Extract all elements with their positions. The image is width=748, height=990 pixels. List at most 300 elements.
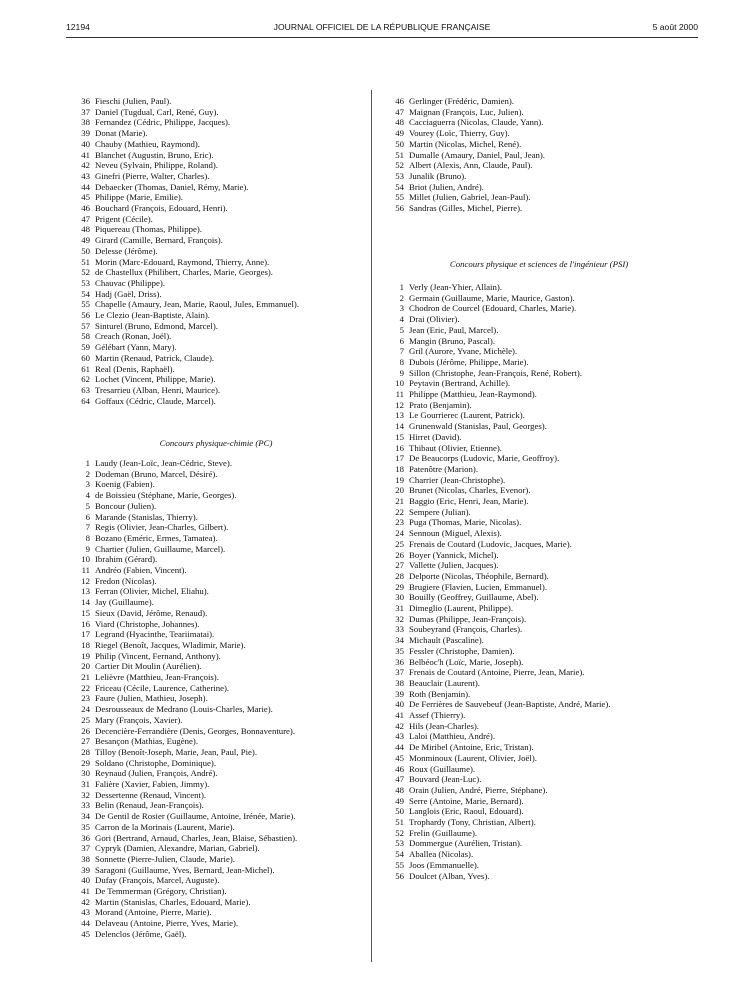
- list-item: [380, 96, 514, 106]
- candidate-name: De Miribel (Antoine, Eric, Tristan).: [409, 742, 534, 753]
- candidate-name: Frenais de Coutard (Antoine, Pierre, Jean, Marie).: [409, 667, 585, 678]
- rank-number: 36: [81, 96, 90, 106]
- rank-number: 10: [395, 378, 404, 389]
- list-item: [66, 533, 218, 543]
- candidate-name: Faure (Julien, Mathieu, Joseph).: [95, 693, 208, 704]
- list-item: [380, 117, 543, 127]
- list-item: [380, 849, 473, 859]
- list-item: [66, 640, 246, 650]
- list-item: [66, 469, 217, 479]
- rank-number: 24: [395, 528, 404, 539]
- list-item: [380, 742, 534, 752]
- rank-number: 2: [399, 292, 404, 303]
- candidate-name: Fieschi (Julien, Paul).: [95, 96, 172, 106]
- list-item: [66, 246, 158, 256]
- section-title-psi: Concours physique et sciences de l'ingénieur (PSI): [449, 259, 629, 269]
- rank-number: 20: [81, 661, 90, 672]
- list-item: [380, 139, 521, 149]
- rank-number: 38: [395, 677, 404, 688]
- candidate-name: Aballea (Nicolas).: [409, 849, 474, 860]
- list-item: [66, 608, 207, 618]
- list-item: [380, 517, 521, 527]
- rank-number: 36: [395, 656, 404, 667]
- rank-number: 6: [85, 511, 90, 522]
- rank-number: 27: [395, 560, 404, 571]
- candidate-name: Bouvard (Jean-Luc).: [409, 774, 482, 785]
- rank-number: 10: [81, 554, 90, 565]
- list-item: [66, 875, 219, 885]
- candidate-name: Hirret (David).: [409, 431, 462, 442]
- list-item: [380, 432, 461, 442]
- list-item: [66, 929, 186, 939]
- rank-number: 42: [81, 160, 90, 171]
- list-item: [66, 651, 221, 661]
- page-number: 12194: [66, 22, 90, 32]
- list-item: [380, 443, 502, 453]
- list-item: [66, 501, 156, 511]
- list-item: [66, 396, 216, 406]
- page-header: [66, 22, 698, 36]
- candidate-name: Albert (Alexis, Ann, Claude, Paul).: [409, 160, 533, 171]
- list-item: [66, 171, 209, 181]
- list-item: [66, 203, 228, 213]
- rank-number: 45: [81, 192, 90, 203]
- candidate-name: Philippe (Marie, Emilie).: [95, 192, 183, 203]
- candidate-name: Regis (Olivier, Jean-Charles, Gilbert).: [95, 522, 229, 533]
- list-item: [380, 667, 584, 677]
- list-item: [66, 586, 209, 596]
- candidate-name: Prigent (Cécile).: [95, 213, 153, 224]
- candidate-name: Goffaux (Cédric, Claude, Marcel).: [95, 395, 216, 406]
- list-item: [380, 624, 522, 634]
- candidate-name: Frenais de Coutard (Ludovic, Jacques, Marie).: [409, 538, 572, 549]
- candidate-name: Decencière-Ferrandière (Denis, Georges, Bonnaventure).: [95, 725, 296, 736]
- list-item: [380, 860, 479, 870]
- candidate-name: Gori (Bertrand, Arnaud, Charles, Jean, Blaise, Sébastien).: [95, 832, 298, 843]
- column-divider: [371, 90, 372, 962]
- list-item: [66, 790, 206, 800]
- candidate-name: Grunenwald (Stanislas, Paul, Georges).: [409, 421, 547, 432]
- rank-number: 56: [395, 870, 404, 881]
- list-item: [380, 721, 479, 731]
- list-item: [66, 128, 147, 138]
- list-item: [66, 353, 214, 363]
- list-item: [66, 331, 171, 341]
- rank-number: 15: [81, 607, 90, 618]
- list-item: [380, 192, 531, 202]
- rank-number: 35: [395, 645, 404, 656]
- candidate-name: Viard (Christophe, Johannes).: [95, 618, 200, 629]
- rank-number: 5: [85, 500, 90, 511]
- candidate-name: Cacciaguerra (Nicolas, Claude, Yann).: [409, 117, 544, 128]
- candidate-name: Bouilly (Geoffrey, Guillaume, Abel).: [409, 592, 539, 603]
- rank-number: 22: [395, 506, 404, 517]
- rank-number: 51: [395, 817, 404, 827]
- rank-number: 15: [395, 431, 404, 442]
- candidate-name: Real (Denis, Raphaël).: [95, 363, 175, 374]
- list-item: [380, 828, 477, 838]
- candidate-name: Chapelle (Amaury, Jean, Marie, Raoul, Jules, Emmanuel).: [95, 299, 300, 310]
- list-item: [380, 410, 525, 420]
- candidate-name: Soldano (Christophe, Dominique).: [95, 757, 217, 768]
- rank-number: 55: [81, 299, 90, 310]
- rank-number: 22: [81, 682, 90, 693]
- candidate-name: Lochet (Vincent, Philippe, Marie).: [95, 374, 216, 385]
- list-item: [380, 314, 460, 324]
- rank-number: 34: [395, 635, 404, 646]
- candidate-name: Martin (Nicolas, Michel, René).: [409, 138, 522, 149]
- candidate-name: Germain (Guillaume, Marie, Maurice, Gaston).: [409, 292, 575, 303]
- rank-number: 19: [395, 474, 404, 485]
- rank-number: 41: [395, 710, 404, 720]
- rank-number: 1: [399, 282, 404, 292]
- candidate-name: Bouchard (François, Edouard, Henri).: [95, 203, 228, 213]
- rank-number: 32: [81, 789, 90, 800]
- list-item: [66, 554, 157, 564]
- candidate-name: Fessler (Christophe, Damien).: [409, 645, 515, 656]
- candidate-name: Prato (Benjamin).: [409, 399, 472, 410]
- list-item: [380, 368, 582, 378]
- list-item: [380, 657, 523, 667]
- rank-number: 3: [85, 479, 90, 490]
- list-item: [380, 496, 529, 506]
- list-item: [66, 289, 162, 299]
- rank-number: 55: [395, 192, 404, 203]
- list-item: [66, 629, 214, 639]
- candidate-name: Gélébart (Yann, Mary).: [95, 342, 177, 353]
- rank-number: 8: [85, 532, 90, 543]
- candidate-name: Boncour (Julien).: [95, 500, 157, 511]
- candidate-name: Creach (Ronan, Joël).: [95, 331, 172, 342]
- list-item: [380, 560, 498, 570]
- list-item: [380, 182, 484, 192]
- candidate-name: Morin (Marc-Edouard, Raymond, Thierry, Anne).: [95, 256, 270, 267]
- list-item: [66, 522, 228, 532]
- candidate-name: Chartier (Julien, Guillaume, Marcel).: [95, 543, 226, 554]
- candidate-name: Dodeman (Bruno, Marcel, Désiré).: [95, 468, 218, 479]
- candidate-name: Dommergue (Aurélien, Tristan).: [409, 838, 523, 849]
- rank-number: 2: [85, 468, 90, 479]
- list-item: [66, 736, 198, 746]
- candidate-name: Morand (Antoine, Pierre, Marie).: [95, 907, 212, 918]
- rank-number: 63: [81, 384, 90, 395]
- rank-number: 47: [395, 106, 404, 117]
- rank-number: 9: [399, 367, 404, 378]
- rank-number: 41: [81, 886, 90, 896]
- rank-number: 26: [395, 549, 404, 560]
- candidate-name: Serre (Antoine, Marie, Bernard).: [409, 795, 524, 806]
- candidate-name: Belin (Renaud, Jean-François).: [95, 800, 204, 811]
- rank-number: 52: [395, 160, 404, 171]
- rank-number: 39: [81, 864, 90, 875]
- rank-number: 38: [81, 117, 90, 128]
- journal-title: JOURNAL OFFICIEL DE LA RÉPUBLIQUE FRANÇAISE: [273, 22, 491, 32]
- rank-number: 49: [81, 235, 90, 246]
- candidate-name: Ferran (Olivier, Michel, Eliahu).: [95, 586, 209, 597]
- rank-number: 28: [81, 746, 90, 757]
- rank-number: 19: [81, 650, 90, 661]
- list-item: [66, 458, 232, 468]
- rank-number: 46: [81, 203, 90, 213]
- candidate-name: Marande (Stanislas, Thierry).: [95, 511, 198, 522]
- candidate-name: Monminoux (Laurent, Olivier, Joël).: [409, 752, 537, 763]
- candidate-name: Mangin (Bruno, Pascal).: [409, 335, 496, 346]
- candidate-name: Chodron de Courcel (Edouard, Charles, Marie).: [409, 303, 577, 314]
- list-item: [380, 203, 522, 213]
- candidate-name: Sonnette (Pierre-Julien, Claude, Marie).: [95, 853, 235, 864]
- list-item: [380, 838, 522, 848]
- list-item: [66, 182, 248, 192]
- candidate-name: Sennoun (Miguel, Alexis).: [409, 528, 502, 539]
- list-item: [66, 565, 187, 575]
- rank-number: 38: [81, 853, 90, 864]
- list-item: [380, 507, 471, 517]
- list-item: [380, 614, 526, 624]
- candidate-name: Soubeyrand (François, Charles).: [409, 624, 523, 635]
- rank-number: 36: [81, 832, 90, 843]
- candidate-name: Millet (Julien, Gabriel, Jean-Paul).: [409, 192, 531, 203]
- rank-number: 27: [81, 736, 90, 747]
- list-item: [66, 192, 183, 202]
- list-item: [66, 726, 295, 736]
- rank-number: 58: [81, 331, 90, 342]
- list-item: [380, 357, 529, 367]
- list-item: [380, 646, 514, 656]
- rank-number: 33: [395, 624, 404, 635]
- candidate-name: Martin (Renaud, Patrick, Claude).: [95, 352, 215, 363]
- rank-number: 49: [395, 128, 404, 139]
- candidate-name: Martin (Stanislas, Charles, Edouard, Marie).: [95, 896, 251, 907]
- list-item: [380, 325, 498, 335]
- list-item: [380, 871, 489, 881]
- candidate-name: Fredon (Nicolas).: [95, 575, 157, 586]
- candidate-name: Trophardy (Tony, Christian, Albert).: [409, 817, 536, 827]
- rank-number: 20: [395, 485, 404, 496]
- list-item: [380, 753, 537, 763]
- candidate-name: Puga (Thomas, Marie, Nicolas).: [409, 517, 522, 528]
- rank-number: 44: [81, 918, 90, 929]
- rank-number: 31: [395, 603, 404, 613]
- candidate-name: Lelièvre (Matthieu, Jean-François).: [95, 672, 219, 682]
- candidate-name: Blanchet (Augustin, Bruno, Eric).: [95, 149, 214, 160]
- rank-number: 62: [81, 374, 90, 385]
- candidate-name: Riegel (Benoît, Jacques, Wladimir, Marie).: [95, 639, 246, 650]
- candidate-name: Cartier Dit Moulin (Aurélien).: [95, 661, 202, 672]
- list-item: [66, 822, 235, 832]
- list-item: [380, 128, 510, 138]
- rank-number: 1: [85, 458, 90, 468]
- candidate-name: Gerlinger (Frédéric, Damien).: [409, 96, 514, 106]
- rank-number: 64: [81, 395, 90, 406]
- list-item: [66, 693, 208, 703]
- rank-number: 17: [81, 629, 90, 640]
- rank-number: 40: [81, 875, 90, 886]
- rank-number: 18: [395, 463, 404, 474]
- list-item: [66, 257, 269, 267]
- candidate-name: Fernandez (Cédric, Philippe, Jacques).: [95, 117, 231, 128]
- list-item: [66, 96, 171, 106]
- list-item: [380, 303, 576, 313]
- candidate-name: Orain (Julien, André, Pierre, Stéphane).: [409, 784, 548, 795]
- list-item: [380, 785, 548, 795]
- rank-number: 17: [395, 453, 404, 464]
- candidate-name: Drai (Olivier).: [409, 314, 460, 325]
- rank-number: 11: [81, 565, 90, 575]
- list-item: [66, 278, 165, 288]
- rank-number: 14: [81, 597, 90, 608]
- candidate-name: De Temmerman (Grégory, Christian).: [95, 886, 227, 896]
- list-item: [380, 293, 575, 303]
- list-item: [66, 374, 215, 384]
- list-item: [66, 779, 209, 789]
- candidate-name: Delaveau (Antoine, Pierre, Yves, Marie).: [95, 918, 239, 929]
- list-item: [380, 528, 502, 538]
- list-item: [380, 539, 572, 549]
- rank-number: 21: [395, 496, 404, 506]
- rank-number: 56: [81, 310, 90, 320]
- rank-number: 45: [81, 928, 90, 939]
- candidate-name: Frelin (Guillaume).: [409, 827, 478, 838]
- rank-number: 54: [395, 849, 404, 860]
- rank-number: 50: [81, 245, 90, 256]
- candidate-name: Brunet (Nicolas, Charles, Evenor).: [409, 485, 531, 496]
- rank-number: 11: [395, 389, 404, 399]
- candidate-name: Jay (Guillaume).: [95, 597, 154, 608]
- header-rule: [66, 37, 698, 38]
- rank-number: 61: [81, 363, 90, 374]
- rank-number: 56: [395, 203, 404, 213]
- rank-number: 29: [81, 757, 90, 768]
- list-item: [66, 214, 153, 224]
- list-item: [66, 758, 216, 768]
- list-item: [380, 806, 524, 816]
- list-item: [66, 597, 154, 607]
- candidate-name: Doulcet (Alban, Yves).: [409, 870, 490, 881]
- list-item: [66, 683, 229, 693]
- rank-number: 39: [81, 128, 90, 139]
- rank-number: 12: [395, 399, 404, 410]
- candidate-name: Chauby (Mathieu, Raymond).: [95, 138, 200, 149]
- candidate-name: Michault (Pascaline).: [409, 635, 484, 646]
- candidate-name: Beauclair (Laurent).: [409, 677, 480, 688]
- rank-number: 23: [395, 517, 404, 528]
- candidate-name: Tresarrieu (Alban, Henri, Maurice).: [95, 384, 221, 395]
- rank-number: 46: [395, 96, 404, 106]
- candidate-name: Dumalle (Amaury, Daniel, Paul, Jean).: [409, 149, 545, 160]
- candidate-name: Dubois (Jérôme, Philippe, Marie).: [409, 356, 529, 367]
- candidate-name: Charrier (Jean-Christophe).: [409, 474, 506, 485]
- list-item: [380, 389, 537, 399]
- rank-number: 53: [395, 838, 404, 849]
- candidate-name: Piquereau (Thomas, Philippe).: [95, 224, 202, 235]
- candidate-name: de Boissieu (Stéphane, Marie, Georges).: [95, 490, 237, 501]
- rank-number: 59: [81, 342, 90, 353]
- candidate-name: Mary (François, Xavier).: [95, 714, 183, 725]
- rank-number: 45: [395, 752, 404, 763]
- candidate-name: De Beaucorps (Ludovic, Marie, Geoffroy).: [409, 453, 560, 464]
- list-item: [380, 699, 610, 709]
- rank-number: 34: [81, 811, 90, 822]
- rank-number: 54: [81, 288, 90, 299]
- list-item: [66, 235, 223, 245]
- list-item: [66, 150, 214, 160]
- list-item: [380, 464, 478, 474]
- candidate-name: Boyer (Yannick, Michel).: [409, 549, 499, 560]
- rank-number: 39: [395, 688, 404, 699]
- list-item: [66, 544, 225, 554]
- list-item: [380, 592, 539, 602]
- rank-number: 37: [395, 667, 404, 678]
- rank-number: 16: [395, 442, 404, 453]
- list-item: [380, 475, 505, 485]
- rank-number: 51: [395, 149, 404, 160]
- candidate-name: Vourey (Loïc, Thierry, Guy).: [409, 128, 510, 139]
- candidate-name: Thibaut (Olivier, Etienne).: [409, 442, 502, 453]
- list-item: [380, 160, 532, 170]
- rank-number: 13: [395, 410, 404, 421]
- list-item: [380, 710, 465, 720]
- list-item: [66, 490, 237, 500]
- rank-number: 42: [81, 896, 90, 907]
- rank-number: 43: [395, 731, 404, 742]
- candidate-name: Friceau (Cécile, Laurence, Catherine).: [95, 682, 230, 693]
- candidate-name: Roth (Benjamin).: [409, 688, 471, 699]
- candidate-name: Laloi (Matthieu, André).: [409, 731, 496, 742]
- section-title-pc: Concours physique-chimie (PC): [159, 438, 273, 448]
- candidate-name: Dufay (François, Marcel, Auguste).: [95, 875, 220, 886]
- list-item: [66, 299, 299, 309]
- candidate-name: Hils (Jean-Charles).: [409, 720, 479, 731]
- rank-number: 8: [399, 356, 404, 367]
- rank-number: 29: [395, 581, 404, 592]
- rank-number: 31: [81, 779, 90, 789]
- issue-date: 5 août 2000: [652, 22, 698, 32]
- list-item: [66, 364, 175, 374]
- list-item: [380, 550, 499, 560]
- candidate-name: de Chastellux (Philibert, Charles, Marie, Georges).: [95, 267, 273, 278]
- rank-number: 6: [399, 335, 404, 346]
- list-item: [380, 582, 547, 592]
- candidate-name: Vallette (Julien, Jacques).: [409, 560, 499, 571]
- candidate-name: Dessertenne (Renaud, Vincent).: [95, 789, 207, 800]
- list-item: [380, 346, 517, 356]
- candidate-name: Neveu (Sylvain, Philippe, Roland).: [95, 160, 218, 171]
- candidate-name: Dumas (Philippe, Jean-François).: [409, 613, 527, 624]
- list-item: [66, 321, 218, 331]
- candidate-name: Peytavin (Bertrand, Achille).: [409, 378, 511, 389]
- candidate-name: Hadj (Gaël, Driss).: [95, 288, 162, 299]
- rank-number: 30: [81, 768, 90, 779]
- candidate-name: Sillon (Christophe, Jean-François, René, Robert).: [409, 367, 583, 378]
- rank-number: 37: [81, 106, 90, 117]
- rank-number: 40: [81, 138, 90, 149]
- rank-number: 55: [395, 859, 404, 870]
- rank-number: 30: [395, 592, 404, 603]
- candidate-name: Carron de la Morinais (Laurent, Marie).: [95, 821, 235, 832]
- list-item: [66, 800, 204, 810]
- list-item: [66, 661, 201, 671]
- candidate-name: Dimeglio (Laurent, Philippe).: [409, 603, 514, 613]
- candidate-name: Girard (Camille, Bernard, François).: [95, 235, 223, 246]
- list-item: [66, 479, 155, 489]
- rank-number: 53: [81, 277, 90, 288]
- list-item: [66, 715, 182, 725]
- rank-number: 40: [395, 699, 404, 710]
- rank-number: 53: [395, 170, 404, 181]
- rank-number: 26: [81, 725, 90, 736]
- rank-number: 43: [81, 907, 90, 918]
- rank-number: 3: [399, 303, 404, 314]
